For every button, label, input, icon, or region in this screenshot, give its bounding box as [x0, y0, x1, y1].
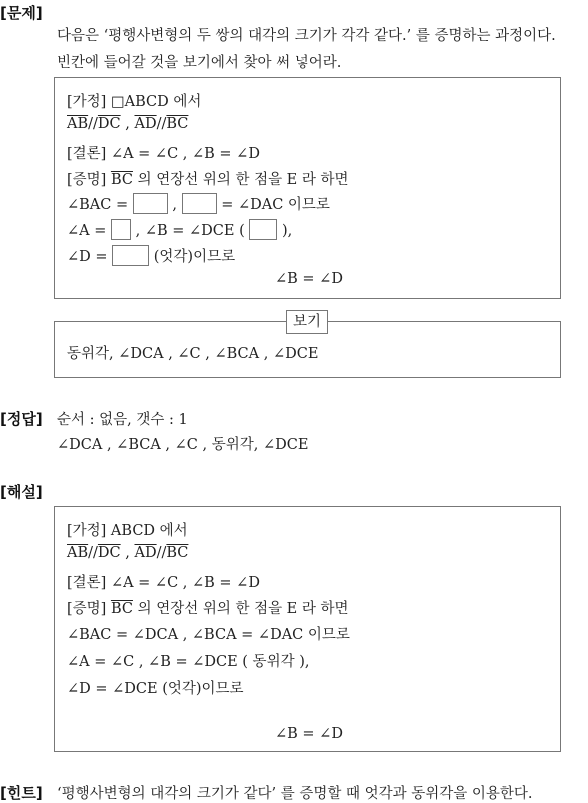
hint-text: ‘평행사변형의 대각의 크기가 같다’ 를 증명할 때 엇각과 동위각을 이용한다.: [57, 786, 533, 802]
bogi-title: 보기: [286, 310, 328, 334]
proof-text: 의 연장선 위의 한 점을 E 라 하면: [132, 172, 349, 188]
proof-line-3-a: ∠D =: [67, 249, 108, 265]
explanation-box: [54, 506, 561, 752]
explanation-label: [해설]: [0, 483, 43, 501]
blank-2[interactable]: [182, 193, 217, 214]
blank-3[interactable]: [111, 219, 131, 240]
segment-ab: $\overline{AB}$: [67, 545, 89, 561]
segment-ab: $\overline{AB}$: [67, 116, 89, 132]
proof-result: ∠B = ∠D: [275, 271, 343, 287]
segment-bc: $\overline{BC}$: [166, 116, 189, 132]
parallel-sign: //: [88, 545, 98, 561]
hypothesis-text: □ABCD 에서: [110, 94, 202, 110]
problem-intro-line1: 다음은 ‘평행사변형의 두 쌍의 대각의 크기가 각각 같다.’ 를 증명하는 과정이다.: [57, 28, 556, 44]
explanation-hypothesis: [67, 519, 188, 540]
conclusion-label: [결론]: [67, 146, 107, 162]
explanation-line-3: ∠D = ∠DCE (엇각)이므로: [67, 681, 244, 697]
explanation-result: ∠B = ∠D: [275, 726, 343, 742]
parallel-sign: //: [88, 116, 98, 132]
proof-line-2: [67, 219, 292, 240]
separator: ,: [120, 116, 135, 132]
conclusion-text: ∠A = ∠C , ∠B = ∠D: [110, 575, 260, 591]
proof-hypothesis: [67, 90, 201, 111]
proof-text: 의 연장선 위의 한 점을 E 라 하면: [132, 601, 349, 617]
proof-line-3-b: (엇각)이므로: [153, 249, 236, 265]
proof-line-1-b: ,: [172, 197, 177, 213]
segment-dc: $\overline{DC}$: [97, 545, 121, 561]
proof-line-2-a: ∠A =: [67, 223, 107, 239]
proof-statement: [67, 168, 349, 189]
explanation-line-1: ∠BAC = ∠DCA , ∠BCA = ∠DAC 이므로: [67, 627, 350, 643]
hint-label: [힌트]: [0, 784, 43, 802]
proof-box: [54, 77, 561, 299]
answer-line1: 순서 : 없음, 갯수 : 1: [57, 412, 188, 428]
parallel-sign: //: [156, 116, 167, 132]
segment-ad: $\overline{AD}$: [134, 116, 157, 132]
blank-1[interactable]: [133, 193, 168, 214]
segment-ad: $\overline{AD}$: [134, 545, 157, 561]
proof-label: [증명]: [67, 601, 107, 617]
proof-parallel: [67, 116, 188, 132]
explanation-line-2: ∠A = ∠C , ∠B = ∠DCE ( 동위각 ),: [67, 654, 310, 670]
segment-bc: $\overline{BC}$: [110, 172, 133, 188]
hypothesis-label: [가정]: [67, 523, 107, 539]
proof-line-1-a: ∠BAC =: [67, 197, 129, 213]
conclusion-text: ∠A = ∠C , ∠B = ∠D: [110, 146, 260, 162]
separator: ,: [120, 545, 135, 561]
explanation-conclusion: [67, 571, 260, 592]
blank-4[interactable]: [249, 219, 277, 240]
hypothesis-text: ABCD 에서: [106, 523, 188, 539]
proof-label: [증명]: [67, 172, 107, 188]
problem-label: [문제]: [0, 4, 43, 22]
segment-bc: $\overline{BC}$: [166, 545, 189, 561]
problem-intro-line2: 빈칸에 들어갈 것을 보기에서 찾아 써 넣어라.: [57, 55, 342, 71]
bogi-content: 동위각, ∠DCA , ∠C , ∠BCA , ∠DCE: [67, 346, 319, 362]
segment-dc: $\overline{DC}$: [97, 116, 121, 132]
segment-bc: $\overline{BC}$: [110, 601, 133, 617]
answer-line2: ∠DCA , ∠BCA , ∠C , 동위각, ∠DCE: [57, 437, 309, 453]
proof-conclusion: [67, 142, 260, 163]
proof-line-3: [67, 245, 235, 266]
parallel-sign: //: [156, 545, 167, 561]
proof-line-2-c: ),: [281, 223, 293, 239]
hypothesis-label: [가정]: [67, 94, 107, 110]
explanation-parallel: [67, 545, 188, 561]
answer-label: [정답]: [0, 410, 43, 428]
explanation-statement: [67, 597, 349, 618]
conclusion-label: [결론]: [67, 575, 107, 591]
proof-line-1: [67, 193, 330, 214]
blank-5[interactable]: [112, 245, 149, 266]
proof-line-2-b: , ∠B = ∠DCE (: [135, 223, 245, 239]
proof-line-1-c: = ∠DAC 이므로: [221, 197, 330, 213]
